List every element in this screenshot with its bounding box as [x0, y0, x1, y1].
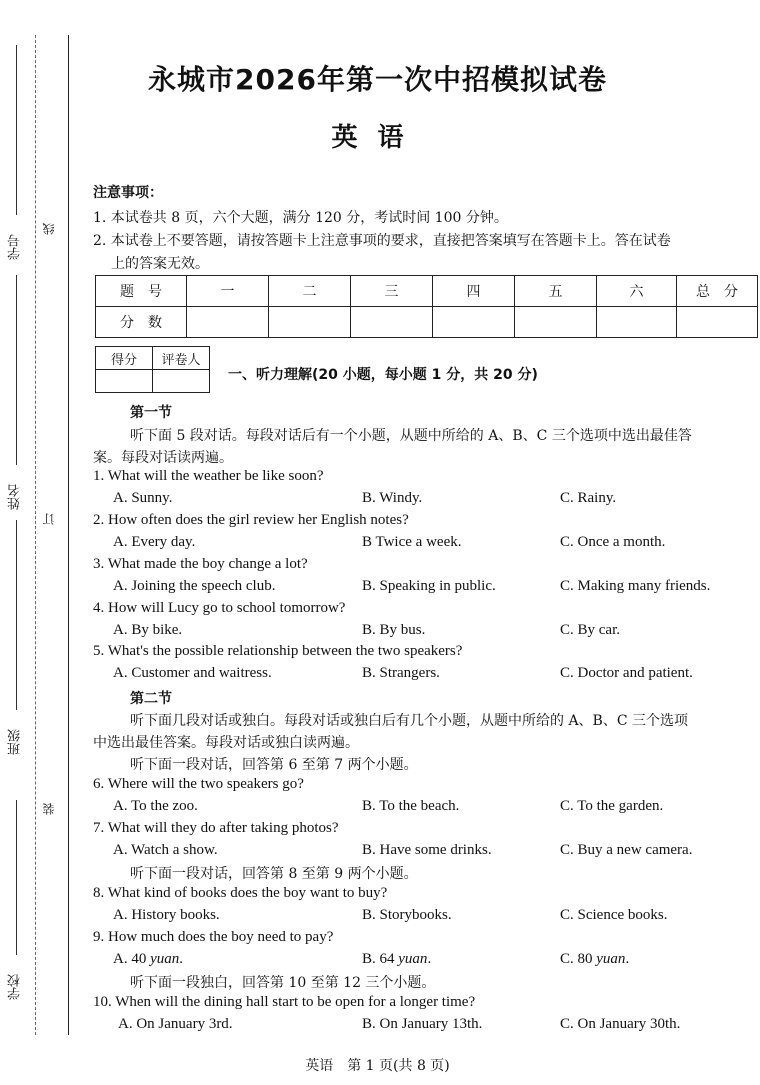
part-two-instruction-b: 中选出最佳答案。每段对话或独白读两遍。 — [93, 735, 359, 751]
score-cell[interactable] — [597, 307, 677, 338]
note-questions-8-9: 听下面一段对话，回答第 8 至第 9 两个小题。 — [130, 866, 418, 882]
school-label: 学校 — [8, 974, 23, 1000]
option-1c[interactable]: C. Rainy. — [560, 490, 617, 506]
note-questions-6-7: 听下面一段对话，回答第 6 至第 7 两个小题。 — [130, 757, 418, 773]
grader-score-cell[interactable] — [96, 370, 153, 393]
exam-title: 永城市2026年第一次中招模拟试卷 — [148, 63, 607, 96]
option-5a[interactable]: A. Customer and waitress. — [113, 665, 272, 681]
option-4c[interactable]: C. By car. — [560, 622, 620, 638]
score-cell[interactable] — [187, 307, 269, 338]
score-row-label: 分 数 — [96, 307, 187, 338]
question-8: 8. What kind of books does the boy want to buy? — [93, 885, 388, 901]
option-8c[interactable]: C. Science books. — [560, 907, 668, 923]
option-3a[interactable]: A. Joining the speech club. — [113, 578, 276, 594]
option-1b[interactable]: B. Windy. — [362, 490, 423, 506]
option-8b[interactable]: B. Storybooks. — [362, 907, 452, 923]
score-header-cell: 一 — [187, 276, 269, 307]
option-5c[interactable]: C. Doctor and patient. — [560, 665, 693, 681]
notice-item-2a: 2. 本试卷上不要答题，请按答题卡上注意事项的要求，直接把答案填写在答题卡上。答在试卷 — [93, 233, 671, 249]
part-one-heading: 第一节 — [130, 405, 172, 421]
option-6b[interactable]: B. To the beach. — [362, 798, 460, 814]
class-field[interactable] — [16, 520, 17, 710]
option-2a[interactable]: A. Every day. — [113, 534, 196, 550]
grader-name-label: 评卷人 — [153, 347, 210, 370]
note-questions-10-12: 听下面一段独白，回答第 10 至第 12 三个小题。 — [130, 975, 436, 991]
score-header-cell: 三 — [351, 276, 433, 307]
name-label: 姓名 — [8, 484, 23, 510]
score-table-header-row — [96, 276, 758, 307]
binding-margin — [0, 0, 70, 1085]
option-4b[interactable]: B. By bus. — [362, 622, 426, 638]
option-7c[interactable]: C. Buy a new camera. — [560, 842, 693, 858]
option-2c[interactable]: C. Once a month. — [560, 534, 666, 550]
option-9c-unit: yuan — [596, 951, 626, 967]
option-4a[interactable]: A. By bike. — [113, 622, 183, 638]
notice-item-2b: 上的答案无效。 — [111, 256, 209, 272]
score-cell[interactable] — [515, 307, 597, 338]
option-7a[interactable]: A. Watch a show. — [113, 842, 218, 858]
option-9a-unit: yuan — [150, 951, 180, 967]
option-1a[interactable]: A. Sunny. — [113, 490, 173, 506]
question-4: 4. How will Lucy go to school tomorrow? — [93, 600, 346, 616]
part-one-instruction-b: 案。每段对话读两遍。 — [93, 450, 233, 466]
option-9a[interactable]: A. 40 yuan. — [113, 951, 184, 967]
school-field[interactable] — [16, 800, 17, 955]
question-3: 3. What made the boy change a lot? — [93, 556, 308, 572]
option-2b[interactable]: B Twice a week. — [362, 534, 462, 550]
grader-box — [95, 346, 210, 393]
part-two-instruction-a: 听下面几段对话或独白。每段对话或独白后有几个小题，从题中所给的 A、B、C 三个选项 — [130, 713, 689, 729]
class-label: 班级 — [8, 729, 23, 755]
score-cell[interactable] — [269, 307, 351, 338]
option-8a[interactable]: A. History books. — [113, 907, 220, 923]
option-9b[interactable]: B. 64 yuan. — [362, 951, 432, 967]
score-table — [95, 275, 758, 338]
grader-score-label: 得分 — [96, 347, 153, 370]
section-title: 一、听力理解(20 小题，每小题 1 分，共 20 分) — [228, 367, 538, 383]
score-cell[interactable] — [351, 307, 433, 338]
question-9: 9. How much does the boy need to pay? — [93, 929, 334, 945]
cut-line — [35, 35, 36, 1035]
question-7: 7. What will they do after taking photos? — [93, 820, 339, 836]
score-header-cell: 五 — [515, 276, 597, 307]
score-header-cell: 四 — [433, 276, 515, 307]
part-one-instruction-a: 听下面 5 段对话。每段对话后有一个小题，从题中所给的 A、B、C 三个选项中选出最佳答 — [130, 428, 692, 444]
option-6a[interactable]: A. To the zoo. — [113, 798, 198, 814]
page-footer: 英语 第 1 页(共 8 页) — [305, 1058, 450, 1074]
score-header-cell: 题 号 — [96, 276, 187, 307]
option-3b[interactable]: B. Speaking in public. — [362, 578, 496, 594]
option-9a-text: A. 40 — [113, 951, 151, 967]
margin-border — [68, 35, 69, 1035]
score-cell[interactable] — [677, 307, 758, 338]
score-header-cell: 二 — [269, 276, 351, 307]
score-header-cell: 总 分 — [677, 276, 758, 307]
option-9c[interactable]: C. 80 yuan. — [560, 951, 630, 967]
part-two-heading: 第二节 — [130, 691, 172, 707]
score-header-cell: 六 — [597, 276, 677, 307]
bind-mark-pack: 装 — [42, 803, 56, 815]
option-10b[interactable]: B. On January 13th. — [362, 1016, 483, 1032]
option-3c[interactable]: C. Making many friends. — [560, 578, 711, 594]
bind-mark-staple: 订 — [42, 513, 56, 525]
question-10: 10. When will the dining hall start to be open for a longer time? — [93, 994, 476, 1010]
student-no-field[interactable] — [16, 45, 17, 215]
name-field[interactable] — [16, 275, 17, 465]
grader-name-cell[interactable] — [153, 370, 210, 393]
option-9b-text: B. 64 — [362, 951, 399, 967]
option-10c[interactable]: C. On January 30th. — [560, 1016, 681, 1032]
option-6c[interactable]: C. To the garden. — [560, 798, 664, 814]
exam-subject: 英语 — [331, 123, 424, 153]
score-table-value-row — [96, 307, 758, 338]
option-9c-text: C. 80 — [560, 951, 597, 967]
option-7b[interactable]: B. Have some drinks. — [362, 842, 492, 858]
notice-item-1: 1. 本试卷共 8 页，六个大题，满分 120 分，考试时间 100 分钟。 — [93, 210, 508, 226]
notice-heading: 注意事项： — [93, 185, 163, 201]
question-2: 2. How often does the girl review her English notes? — [93, 512, 409, 528]
question-5: 5. What's the possible relationship between the two speakers? — [93, 643, 463, 659]
option-9b-unit: yuan — [398, 951, 428, 967]
question-6: 6. Where will the two speakers go? — [93, 776, 304, 792]
score-cell[interactable] — [433, 307, 515, 338]
bind-mark-line: 线 — [42, 223, 56, 235]
student-no-label: 学号 — [8, 234, 23, 260]
question-1: 1. What will the weather be like soon? — [93, 468, 324, 484]
option-5b[interactable]: B. Strangers. — [362, 665, 440, 681]
option-10a[interactable]: A. On January 3rd. — [118, 1016, 233, 1032]
